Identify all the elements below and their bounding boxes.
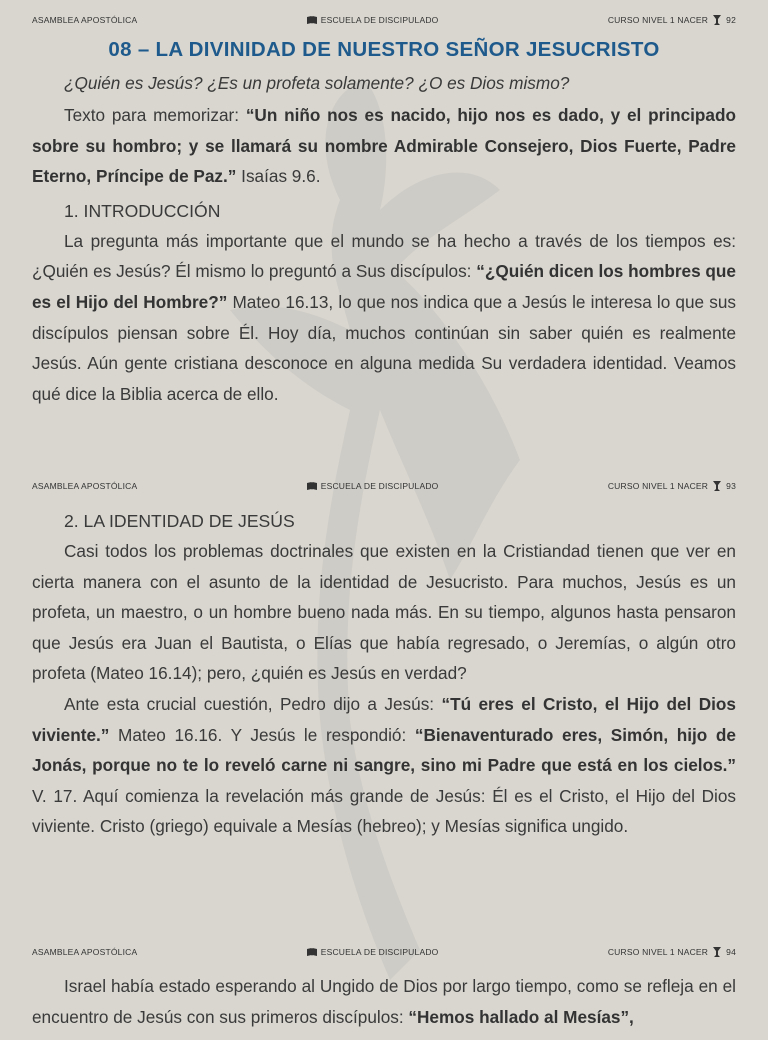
page-number: 93 bbox=[726, 481, 736, 491]
header-church: ASAMBLEA APOSTÓLICA bbox=[32, 481, 138, 491]
book-icon bbox=[307, 16, 317, 24]
page-header bbox=[32, 479, 736, 493]
chalice-icon bbox=[713, 481, 721, 491]
header-course: CURSO NIVEL 1 NACER bbox=[607, 947, 709, 957]
page-header bbox=[32, 13, 736, 27]
page-94-content bbox=[32, 971, 736, 1032]
chalice-icon bbox=[713, 15, 721, 25]
header-church: ASAMBLEA APOSTÓLICA bbox=[32, 947, 138, 957]
memory-verse-quote: “Un niño nos es nacido, hijo nos es dado, y el principado sobre su hombro; y se llamará su nombre Admirable Consejero, Dios Fuerte, Padre Eterno, Príncipe de Paz.” bbox=[32, 105, 736, 187]
memory-verse: Texto para memorizar: “Un niño nos es nacido, hijo nos es dado, y el principado sobre su hombro; y se llamará su nombre Admirable Consejero, Dios Fuerte, Padre Eterno, Príncipe de Paz.” Isaías 9.6. bbox=[32, 105, 736, 187]
section-heading: 1. INTRODUCCIÓN bbox=[64, 200, 221, 221]
paragraph: Casi todos los problemas doctrinales que existen en la Cristiandad tienen que ver en cierta manera con el asunto de la identidad de Jesucristo. Para muchos, Jesús es un profeta, un maestro, o un hombre bueno nada más. En su tiempo, algunos hasta pensaron que Jesús era Juan el Bautista, o Elías que había regresado, o Jeremías, o algún otro profeta (Mateo 16.14); pero, ¿quién es Jesús en verdad? bbox=[32, 541, 736, 684]
lesson-question: ¿Quién es Jesús? ¿Es un profeta solamente? ¿O es Dios mismo? bbox=[64, 73, 570, 93]
section-heading: 2. LA IDENTIDAD DE JESÚS bbox=[64, 511, 295, 531]
header-course: CURSO NIVEL 1 NACER bbox=[607, 15, 709, 25]
header-course: CURSO NIVEL 1 NACER bbox=[607, 481, 709, 491]
header-school: ESCUELA DE DISCIPULADO bbox=[320, 947, 439, 957]
paragraph: Israel había estado esperando al Ungido de Dios por largo tiempo, como se refleja en el encuentro de Jesús con sus primeros discípulos: “Hemos hallado al Mesías”, bbox=[32, 976, 736, 1027]
header-school: ESCUELA DE DISCIPULADO bbox=[320, 481, 439, 491]
chalice-icon bbox=[713, 947, 721, 957]
page-92-content bbox=[32, 38, 736, 409]
page-number: 92 bbox=[726, 15, 736, 25]
paragraph: La pregunta más importante que el mundo se ha hecho a través de los tiempos es: ¿Quién es Jesús? Él mismo lo preguntó a Sus discípulos: “¿Quién dicen los hombres que es el Hijo del Hombre?” Mateo 16.13, lo que nos indica que a Jesús le interesa lo que sus discípulos piensan sobre Él. Hoy día, muchos continúan sin saber quién es realmente Jesús. Aún gente cristiana desconoce en alguna medida Su verdadera identidad. Veamos qué dice la Biblia acerca de ello. bbox=[32, 230, 736, 404]
page-number: 94 bbox=[726, 947, 736, 957]
book-icon bbox=[307, 482, 317, 490]
page-header bbox=[32, 945, 736, 959]
header-school: ESCUELA DE DISCIPULADO bbox=[320, 15, 439, 25]
paragraph: Ante esta crucial cuestión, Pedro dijo a Jesús: “Tú eres el Cristo, el Hijo del Dios viviente.” Mateo 16.16. Y Jesús le respondió: “Bienaventurado eres, Simón, hijo de Jonás, porque no te lo reveló carne ni sangre, sino mi Padre que está en los cielos.” V. 17. Aquí comienza la revelación más grande de Jesús: Él es el Cristo, el Hijo del Dios viviente. Cristo (griego) equivale a Mesías (hebreo); y Mesías significa ungido. bbox=[32, 693, 736, 837]
header-church: ASAMBLEA APOSTÓLICA bbox=[32, 15, 138, 25]
page-93-content bbox=[32, 506, 736, 842]
book-icon bbox=[307, 948, 317, 956]
lesson-title: 08 – LA DIVINIDAD DE NUESTRO SEÑOR JESUCRISTO bbox=[108, 38, 660, 61]
